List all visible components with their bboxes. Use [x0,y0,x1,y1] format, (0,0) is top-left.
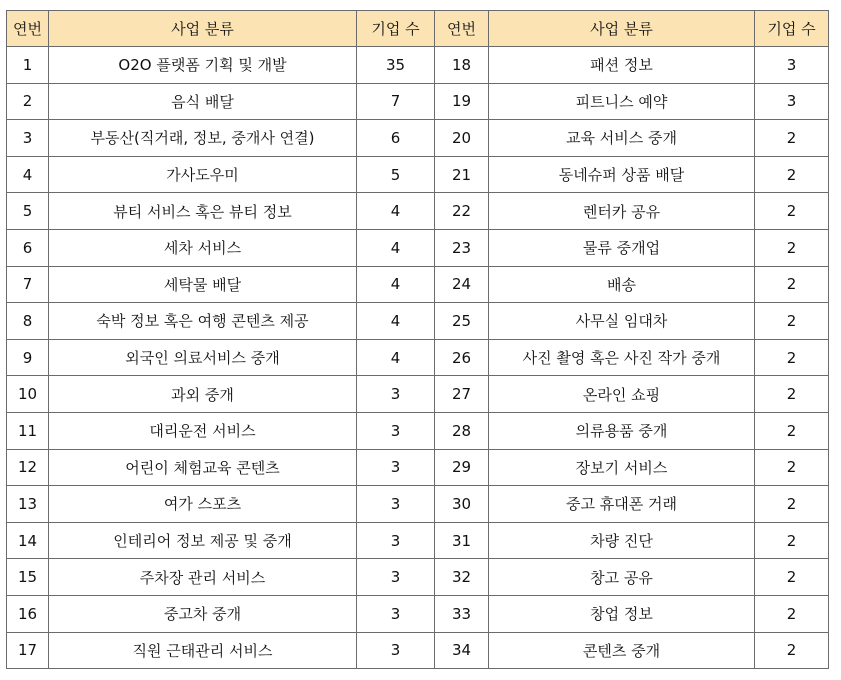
cell-count-2: 2 [755,522,829,559]
cell-business-2: 콘텐츠 중개 [489,632,755,669]
table-row [7,376,829,413]
cell-business: 부동산(직거래, 정보, 중개사 연결) [49,120,357,157]
cell-no-2: 22 [435,193,489,230]
cell-no-2: 30 [435,486,489,523]
cell-business: 대리운전 서비스 [49,412,357,449]
cell-no: 15 [7,559,49,596]
cell-no-2: 24 [435,266,489,303]
cell-count: 7 [357,83,435,120]
cell-business: 세차 서비스 [49,229,357,266]
cell-business-2: 온라인 쇼핑 [489,376,755,413]
table-row [7,156,829,193]
cell-count-2: 3 [755,83,829,120]
cell-no-2: 28 [435,412,489,449]
cell-count-2: 2 [755,156,829,193]
table-row [7,449,829,486]
table-row [7,83,829,120]
table-header-row [7,11,829,47]
cell-business: 주차장 관리 서비스 [49,559,357,596]
cell-count-2: 2 [755,412,829,449]
cell-no-2: 29 [435,449,489,486]
cell-no-2: 26 [435,339,489,376]
cell-no: 9 [7,339,49,376]
header-business-2: 사업 분류 [489,11,755,47]
table-row [7,120,829,157]
cell-no-2: 20 [435,120,489,157]
cell-count-2: 2 [755,486,829,523]
cell-business: 어린이 체험교육 콘텐츠 [49,449,357,486]
cell-business: 세탁물 배달 [49,266,357,303]
cell-count-2: 2 [755,193,829,230]
cell-business: 직원 근태관리 서비스 [49,632,357,669]
cell-business-2: 중고 휴대폰 거래 [489,486,755,523]
table-row [7,412,829,449]
cell-count: 3 [357,559,435,596]
cell-business: 인테리어 정보 제공 및 중개 [49,522,357,559]
cell-business-2: 사진 촬영 혹은 사진 작가 중개 [489,339,755,376]
cell-business: 여가 스포츠 [49,486,357,523]
cell-no: 10 [7,376,49,413]
cell-count: 4 [357,339,435,376]
cell-business-2: 창업 정보 [489,595,755,632]
header-business: 사업 분류 [49,11,357,47]
cell-business-2: 장보기 서비스 [489,449,755,486]
cell-business: 가사도우미 [49,156,357,193]
cell-count-2: 2 [755,632,829,669]
business-classification-table [6,10,829,669]
table-row [7,303,829,340]
cell-count: 5 [357,156,435,193]
cell-business-2: 배송 [489,266,755,303]
cell-business-2: 물류 중개업 [489,229,755,266]
table-row [7,559,829,596]
cell-no: 6 [7,229,49,266]
header-no: 연번 [7,11,49,47]
cell-no-2: 18 [435,47,489,84]
table-row [7,339,829,376]
cell-no-2: 27 [435,376,489,413]
header-count-2: 기업 수 [755,11,829,47]
cell-no-2: 25 [435,303,489,340]
cell-count-2: 3 [755,47,829,84]
cell-business-2: 패션 정보 [489,47,755,84]
cell-no: 16 [7,595,49,632]
cell-no: 17 [7,632,49,669]
cell-count: 4 [357,266,435,303]
cell-count: 4 [357,303,435,340]
cell-count: 3 [357,522,435,559]
cell-no: 7 [7,266,49,303]
cell-no-2: 21 [435,156,489,193]
cell-business-2: 창고 공유 [489,559,755,596]
cell-no: 12 [7,449,49,486]
cell-count-2: 2 [755,266,829,303]
cell-no: 8 [7,303,49,340]
cell-no-2: 32 [435,559,489,596]
cell-count: 3 [357,376,435,413]
cell-count-2: 2 [755,559,829,596]
cell-business-2: 차량 진단 [489,522,755,559]
cell-no-2: 19 [435,83,489,120]
cell-no: 11 [7,412,49,449]
cell-business: 뷰티 서비스 혹은 뷰티 정보 [49,193,357,230]
table-row [7,486,829,523]
cell-count-2: 2 [755,303,829,340]
table-row [7,266,829,303]
cell-count-2: 2 [755,449,829,486]
header-no-2: 연번 [435,11,489,47]
cell-count-2: 2 [755,120,829,157]
cell-no-2: 31 [435,522,489,559]
cell-no: 5 [7,193,49,230]
cell-business-2: 사무실 임대차 [489,303,755,340]
cell-no: 14 [7,522,49,559]
table-row [7,47,829,84]
cell-no: 2 [7,83,49,120]
cell-count: 3 [357,632,435,669]
cell-business-2: 렌터카 공유 [489,193,755,230]
cell-no: 1 [7,47,49,84]
cell-business: 음식 배달 [49,83,357,120]
cell-count: 3 [357,486,435,523]
cell-no: 13 [7,486,49,523]
cell-count-2: 2 [755,229,829,266]
cell-count: 4 [357,193,435,230]
table-row [7,595,829,632]
table-row [7,522,829,559]
cell-count: 6 [357,120,435,157]
header-count: 기업 수 [357,11,435,47]
cell-no: 4 [7,156,49,193]
cell-no: 3 [7,120,49,157]
table-row [7,193,829,230]
cell-count-2: 2 [755,339,829,376]
cell-count-2: 2 [755,595,829,632]
cell-business-2: 교육 서비스 중개 [489,120,755,157]
cell-business-2: 동네슈퍼 상품 배달 [489,156,755,193]
cell-count: 3 [357,449,435,486]
table-row [7,229,829,266]
cell-business-2: 피트니스 예약 [489,83,755,120]
cell-count-2: 2 [755,376,829,413]
cell-business: O2O 플랫폼 기획 및 개발 [49,47,357,84]
business-classification-table-wrapper [6,10,829,669]
cell-no-2: 33 [435,595,489,632]
cell-no-2: 23 [435,229,489,266]
cell-business-2: 의류용품 중개 [489,412,755,449]
cell-count: 4 [357,229,435,266]
table-body [7,47,829,669]
cell-business: 숙박 정보 혹은 여행 콘텐츠 제공 [49,303,357,340]
cell-business: 외국인 의료서비스 중개 [49,339,357,376]
cell-business: 중고차 중개 [49,595,357,632]
cell-no-2: 34 [435,632,489,669]
table-row [7,632,829,669]
cell-count: 35 [357,47,435,84]
cell-count: 3 [357,412,435,449]
cell-count: 3 [357,595,435,632]
cell-business: 과외 중개 [49,376,357,413]
